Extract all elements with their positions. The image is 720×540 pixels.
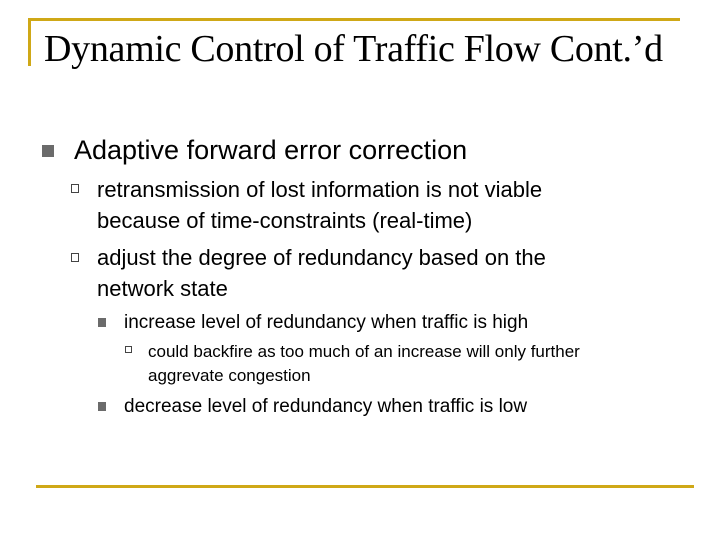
square-bullet-icon: [42, 145, 54, 157]
hollow-square-bullet-icon: [71, 184, 79, 193]
bullet-text-line-1: adjust the degree of redundancy based on the: [97, 245, 546, 270]
bullet-text-line-2: because of time-constraints (real-time): [97, 208, 473, 233]
bullet-text: decrease level of redundancy when traffic is low: [124, 396, 528, 417]
slide-title: Dynamic Control of Traffic Flow Cont.’d: [44, 28, 663, 70]
bullet-text-line-2: aggrevate congestion: [148, 366, 311, 385]
title-frame-left: [28, 18, 31, 66]
square-bullet-icon: [98, 402, 106, 411]
bullet-text: Adaptive forward error correction: [74, 135, 468, 165]
bullet-text: increase level of redundancy when traffic is high: [124, 312, 529, 333]
bullet-text-line-1: could backfire as too much of an increase will only further: [148, 342, 580, 361]
footer-rule: [36, 485, 694, 488]
bullet-text-line-1: retransmission of lost information is not viable: [97, 177, 543, 202]
hollow-square-bullet-icon: [71, 253, 79, 262]
hollow-square-bullet-icon: [125, 346, 132, 353]
square-bullet-icon: [98, 318, 106, 327]
bullet-text-line-2: network state: [97, 276, 228, 301]
title-frame-top: [28, 18, 680, 21]
